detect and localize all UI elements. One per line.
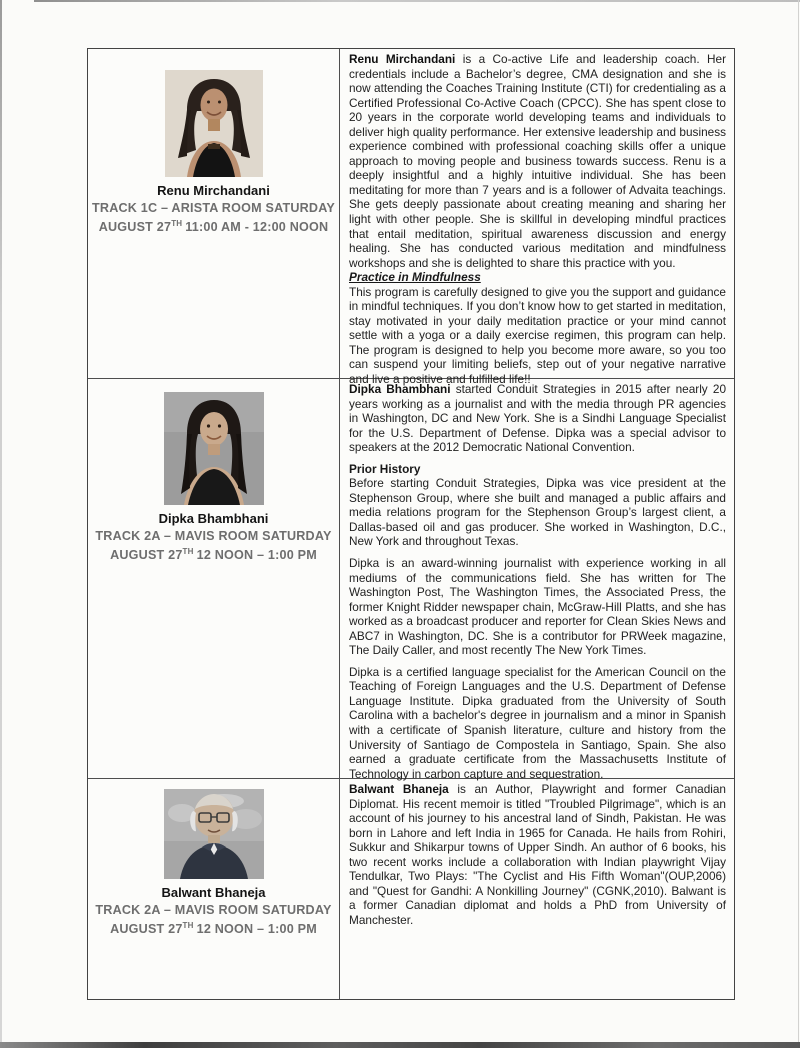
speaker-name: Renu Mirchandani	[157, 183, 270, 198]
scan-bottom-bar	[0, 1042, 800, 1048]
bio-paragraph	[349, 382, 726, 455]
bio-heading: Practice in Mindfulness	[349, 270, 481, 285]
schedule-ordinal: TH	[182, 546, 194, 556]
speaker-schedule	[88, 920, 339, 939]
scan-edge-left	[0, 0, 2, 1048]
speaker-schedule	[88, 546, 339, 565]
schedule-ordinal: TH	[171, 218, 183, 228]
schedule-time: 12 NOON – 1:00 PM	[196, 922, 317, 936]
speaker-track: TRACK 2A – MAVIS ROOM SATURDAY	[95, 903, 332, 917]
speaker-track: TRACK 2A – MAVIS ROOM SATURDAY	[95, 529, 332, 543]
bio-text: is a Co-active Life and leadership coach. Her credentials include a Bachelor’s degree, CMA designation and she is now attending the Coaches Training Institute (CTI) for credentialing as a Certified Professional Co-Active Coach (CPCC). She has spent close to 20 years in the corporate world developing teams and individuals to deliver high quality performance. Her extensive leadership and business experience combined with professional coaching skills offer a unique approach to moving people and business towards success. Renu is a deeply insightful and a highly intuitive individual. She has been meditating for more than 7 years and is a follower of Advaita teachings. She gets deeply passionate about creating meaning and sharing her light with other people. She is skillful in developing mindful practices that entail meditation, spiritual awareness discussion and energy healing. She has conducted various meditation and mindfulness workshops and she is delighted to share this practice with you.	[349, 52, 727, 270]
bio-paragraph	[349, 782, 726, 927]
speaker-table	[87, 48, 735, 1000]
speaker-row	[88, 379, 734, 779]
bio-lead-name: Renu Mirchandani	[349, 52, 456, 66]
speaker-info-cell	[88, 379, 340, 778]
speaker-info-cell	[88, 49, 340, 378]
speaker-bio-cell	[340, 379, 734, 781]
schedule-date: AUGUST 27	[110, 922, 183, 936]
schedule-date: AUGUST 27	[110, 548, 183, 562]
bio-paragraph: Dipka is an award-winning journalist with experience working in all mediums of the communications field. She has written for The Washington Post, The Washington Times, the Associated Press, the former Knight Ridder newspaper chain, McGraw-Hill Platts, and she has worked as a broadcast producer and reporter for Clean Skies News and ABC7 in Washington, DC. She is a contributor for PRWeek magazine, The Daily Caller, and most recently The New York Times.	[349, 556, 726, 658]
bio-text: is an Author, Playwright and former Canadian Diplomat. His recent memoir is titled "Troubled Pilgrimage", which is an account of his journey to his ancestral land of Sindh, Pakistan. He was born in Lahore and left India in 1965 for Canada. He hails from Rohiri, Sukkur and Shikarpur towns of Upper Sindh. An author of 6 books, his two recent works include a collaboration with Indian playwright Vijay Tendulkar, Two Plays: "The Cyclist and His Fifth Woman"(OUP,2006) and "Quest for Gandhi: A Nonkilling Journey" (CGNK,2010). Balwant is a former Canadian diplomat and holds a PhD from University of Manchester.	[349, 782, 726, 927]
bio-lead-name: Dipka Bhambhani	[349, 382, 451, 396]
speaker-schedule	[88, 218, 339, 237]
bio-paragraph: Dipka is a certified language specialist for the American Council on the Teaching of Foreign Languages and the U.S. Department of Defense Language Institute. Dipka graduated from the University of South Carolina with a bachelor's degree in journalism and a minor in Spanish with a certificate of Spanish literature, culture and history from the University of Santiago de Compostela in Santiago, Spain. She also earned a graduate certificate from the Massachusetts Institute of Technology in carbon capture and sequestration.	[349, 664, 726, 781]
bio-paragraph: Before starting Conduit Strategies, Dipka was vice president at the Stephenson Group, where she built and managed a public affairs and media relations program for the Stephenson Group’s largest client, a Dallas-based oil and gas producer. She worked in Washington, D.C., New York and throughout Texas.	[349, 476, 726, 549]
speaker-track: TRACK 1C – ARISTA ROOM SATURDAY	[92, 201, 335, 215]
bio-paragraph	[349, 52, 726, 270]
speaker-photo	[164, 392, 264, 505]
schedule-date: AUGUST 27	[98, 220, 172, 234]
schedule-time: 11:00 AM - 12:00 NOON	[185, 220, 329, 234]
scan-edge-top	[34, 0, 800, 2]
speaker-bio-cell	[340, 49, 734, 387]
speaker-bio-cell	[340, 779, 734, 999]
speaker-photo	[164, 789, 264, 879]
bio-heading: Prior History	[349, 461, 421, 476]
speaker-name: Dipka Bhambhani	[158, 511, 269, 526]
speaker-info-cell	[88, 779, 340, 999]
scan-edge-right	[798, 0, 799, 1048]
speaker-photo	[165, 70, 263, 177]
schedule-time: 12 NOON – 1:00 PM	[196, 548, 317, 562]
bio-text: started Conduit Strategies in 2015 after nearly 20 years working as a journalist and with the media through PR agencies in Washington, DC and New York. She is a Sindhi Language Specialist for the U.S. Department of Defense. Dipka was a special advisor to speakers at the 2012 Democratic National Convention.	[349, 382, 726, 455]
bio-paragraph: This program is carefully designed to give you the support and guidance in mindful techniques. If you don’t know how to get started in meditation, stay motivated in your daily meditation practice or your mind cannot settle with a yoga or a daily exercise regimen, this program can help. The program is designed to help you become more aware, so you too can suspend your limiting beliefs, step out of your negative narrative and live a positive and fulfilled life!!	[349, 284, 726, 387]
speaker-row	[88, 49, 734, 387]
schedule-ordinal: TH	[182, 920, 194, 930]
speaker-name: Balwant Bhaneja	[161, 885, 266, 900]
bio-lead-name: Balwant Bhaneja	[349, 782, 449, 796]
speaker-row	[88, 779, 734, 999]
